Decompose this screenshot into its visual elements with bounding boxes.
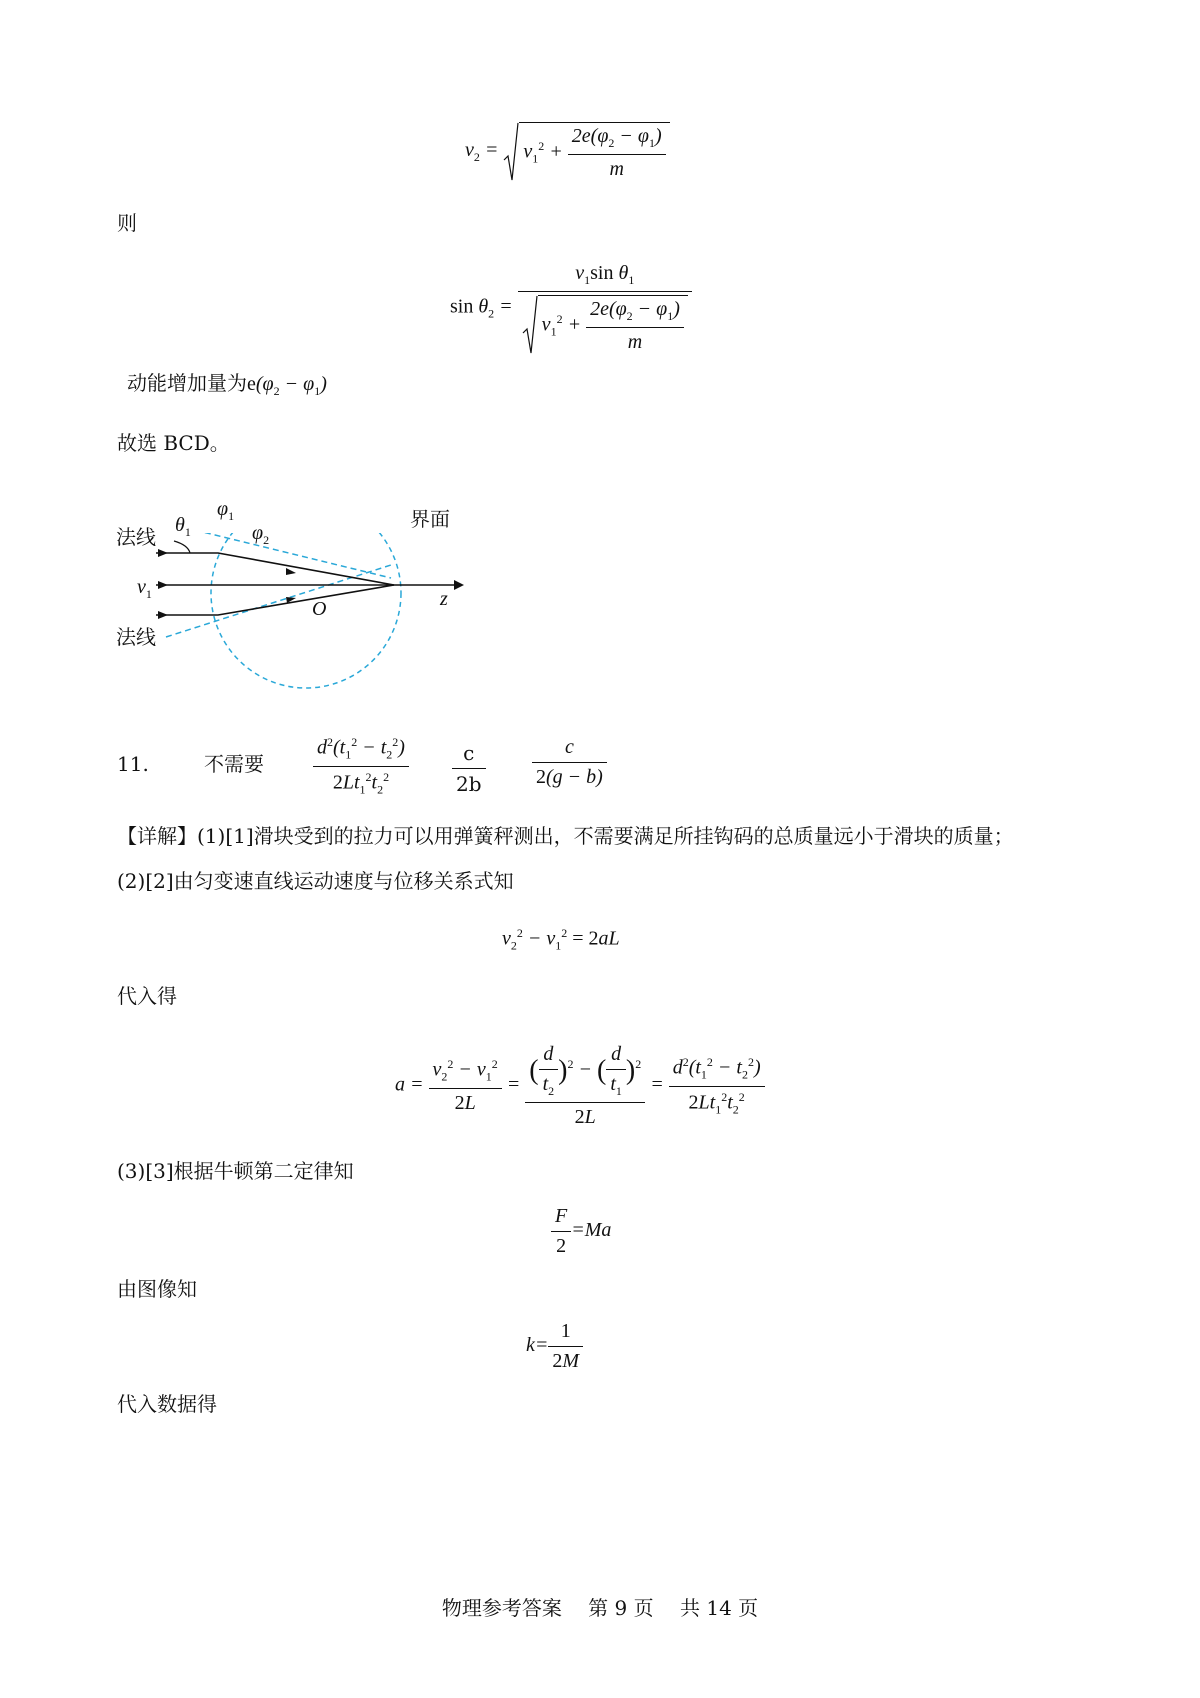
text-ze: 则 xyxy=(117,211,137,235)
z-axis-arrow xyxy=(454,580,464,590)
label-normal-bottom: 法线 xyxy=(116,625,156,649)
q11-answer1: 不需要 xyxy=(204,752,264,776)
q11-answer2: $\frac{d^2(t_1^2 - t_2^2)}{2Lt_1^2t_2^2}$ xyxy=(313,735,409,797)
equation-v2: $v_2$ = $v_1^2$ + $\frac{2e(\varphi_2 - \varphi_1)}{m}$ xyxy=(465,122,670,181)
ray-top xyxy=(156,553,394,585)
text-choose: 故选 BCD。 xyxy=(117,431,230,455)
normal-line-top xyxy=(166,533,391,578)
label-theta1: $\theta_1$ xyxy=(175,514,191,539)
detail-3: (3)[3]根据牛顿第二定律知 xyxy=(117,1159,354,1183)
q11-answer4: $\frac{c}{2(g - b)}$ xyxy=(532,736,607,789)
label-origin: O xyxy=(312,598,327,620)
text-tuxiang: 由图像知 xyxy=(117,1277,197,1301)
page-footer: 物理参考答案 第 9 页 共 14 页 xyxy=(441,1596,759,1620)
detail-2: (2)[2]由匀变速直线运动速度与位移关系式知 xyxy=(117,869,514,893)
equation-sin-theta2: $\sin \theta_2$ = $v_1\sin$ $\theta_1$ $v_1^2$ + $\frac{2e(\varphi_2 - \varphi_1)}{m}$ xyxy=(450,262,692,354)
text-dairu: 代入得 xyxy=(117,984,177,1008)
refraction-diagram xyxy=(116,533,466,693)
sqrt-v2: $v_1^2$ + $\frac{2e(\varphi_2 - \varphi_1)}{m}$ xyxy=(503,122,669,181)
fraction-energy: $\frac{2e(\varphi_2 - \varphi_1)}{m}$ xyxy=(568,125,666,181)
fraction-sin: $v_1\sin$ $\theta_1$ $v_1^2$ + $\frac{2e(\varphi_2 - \varphi_1)}{m}$ xyxy=(518,262,692,354)
label-normal-top: 法线 xyxy=(116,525,156,549)
label-v1: $v_1$ xyxy=(137,576,152,601)
equation-kinematic: $v_2^2 - v_1^2 = 2aL$ xyxy=(502,926,620,953)
label-z: z xyxy=(440,588,448,610)
equation-acceleration: a = $\frac{v_2^2 - v_1^2}{2L}$ = ( $\frac{d}{t_2}$ )$^2$ − ( $\frac{d}{t_1}$ )$^2$ 2L = $\frac{d^2(t_1^2 - t_2^2)}{2Lt_1^2t_2^2}$ xyxy=(395,1043,765,1129)
ray-bottom xyxy=(156,585,394,615)
equation-k: k= $\frac{1}{2M}$ xyxy=(526,1320,583,1373)
equation-newton: $\frac{F}{2}$ =Ma xyxy=(551,1205,611,1258)
normal-line-bottom xyxy=(166,565,391,637)
label-phi2: $\varphi_2$ xyxy=(252,522,270,547)
text-shuju: 代入数据得 xyxy=(117,1392,217,1416)
q11-answer3: $\frac{c}{2b}$ xyxy=(452,741,486,796)
label-phi1: $\varphi_1$ xyxy=(217,498,235,523)
detail-1: 【详解】(1)[1]滑块受到的拉力可以用弹簧秤测出，不需要满足所挂钩码的总质量远小于滑块的质量； xyxy=(117,824,1014,848)
label-interface: 界面 xyxy=(410,507,450,531)
kinetic-energy-line: 动能增加量为$e(\varphi_2 - \varphi_1)$ xyxy=(127,371,327,398)
q11-number: 11. xyxy=(117,752,149,776)
